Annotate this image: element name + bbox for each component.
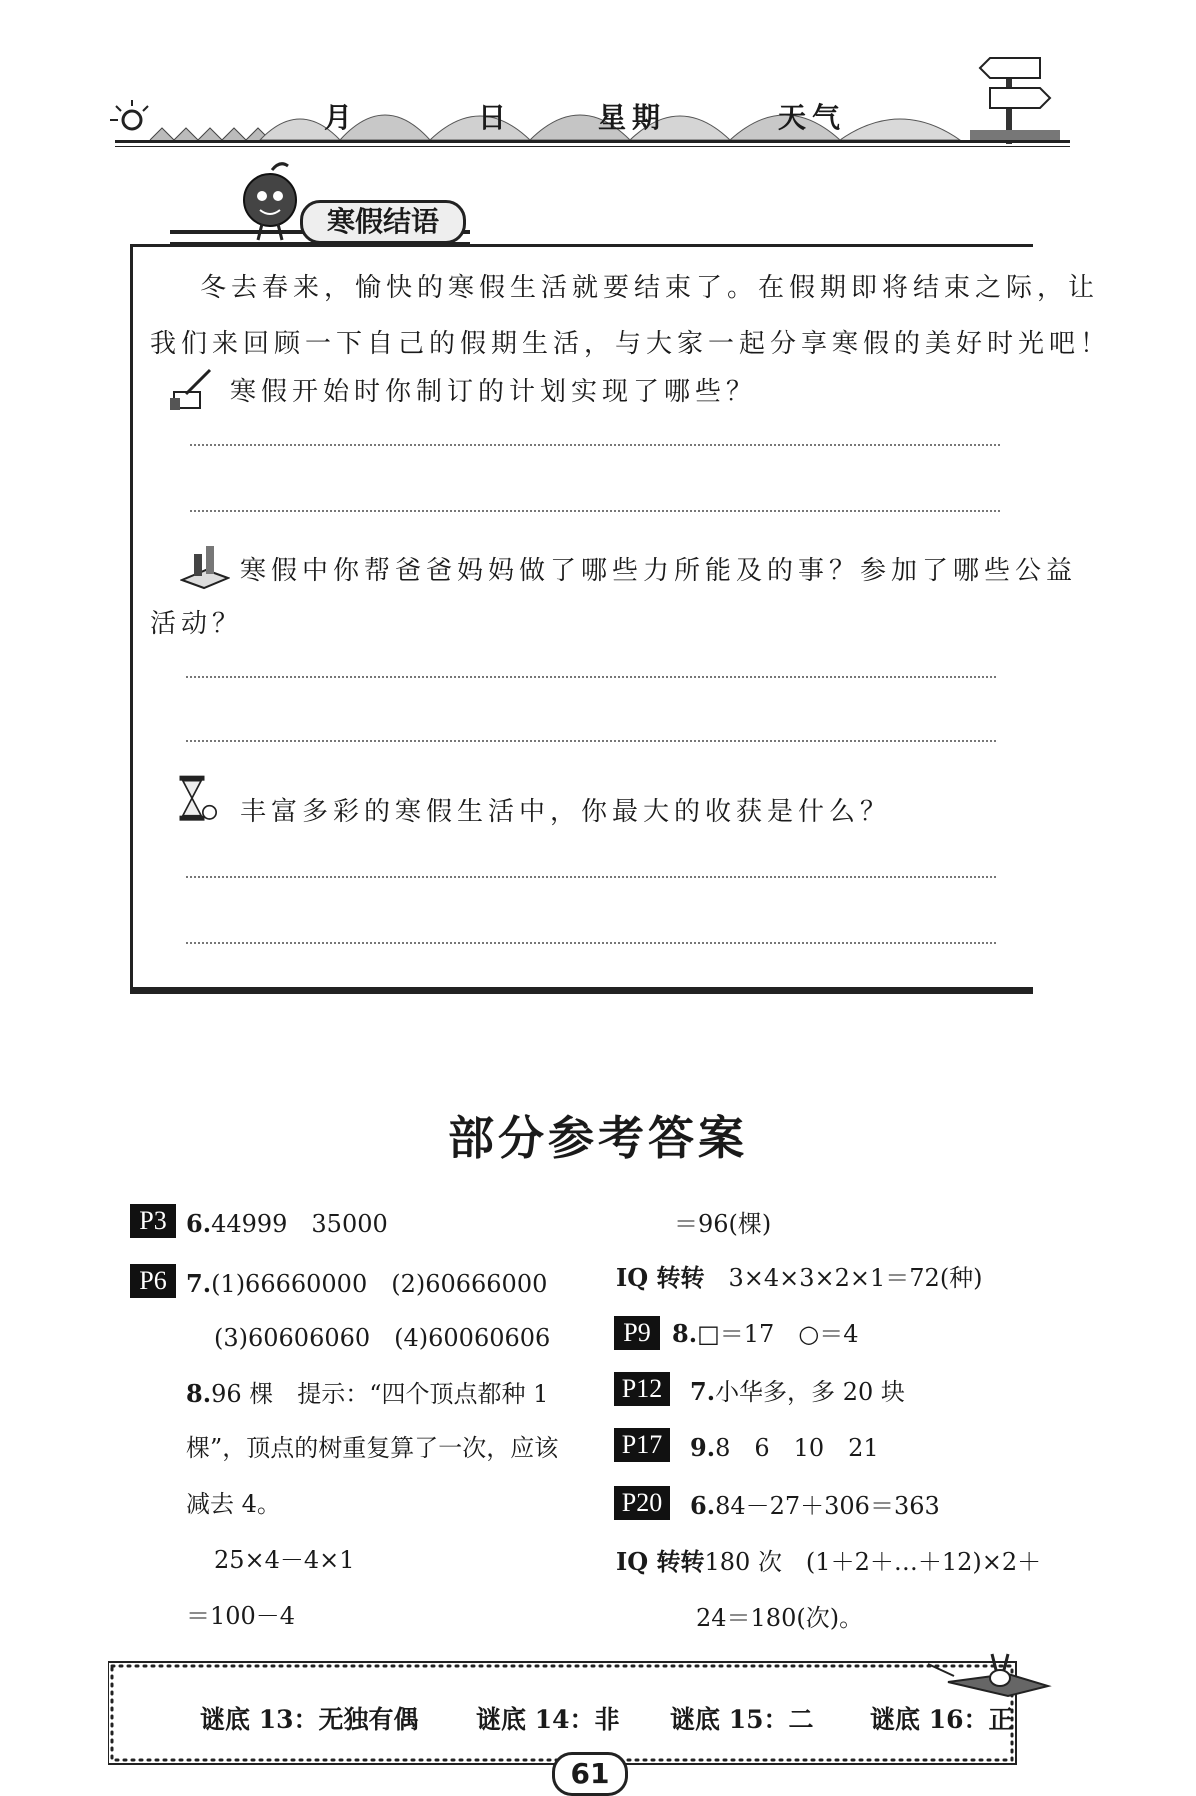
- answer-line: [190, 510, 1000, 512]
- answer-p6-line-2: (3)60606060 (4)60060606: [214, 1324, 551, 1352]
- answer-line: [186, 942, 996, 944]
- answer-line: [186, 676, 996, 678]
- answer-p17: 9.8 6 10 21: [690, 1433, 879, 1462]
- intro-line-1: 冬去春来，愉快的寒假生活就要结束了。在假期即将结束之际，让: [200, 273, 1100, 303]
- riddle-15: 谜底 15：二: [670, 1705, 814, 1734]
- riddle-13: 谜底 13：无独有偶: [200, 1705, 419, 1734]
- intro-line-2: 我们来回顾一下自己的假期生活，与大家一起分享寒假的美好时光吧！: [150, 329, 1112, 359]
- answer-p3: 6.44999 35000: [186, 1209, 388, 1238]
- rabbit-plane-icon: [928, 1654, 1048, 1696]
- answer-p6-line-1: 7.(1)66660000 (2)60666000: [186, 1269, 548, 1298]
- answer-iq-1: IQ 转转 3×4×3×2×1＝72(种): [616, 1263, 983, 1292]
- weather-label: 天气: [778, 101, 847, 134]
- page-number: 61: [552, 1752, 628, 1796]
- sun-icon: [110, 100, 148, 129]
- month-label: 月: [324, 101, 359, 134]
- question-1: 寒假开始时你制订的计划实现了哪些？: [230, 377, 758, 407]
- question-2-line-2: 活动？: [150, 609, 244, 639]
- weekday-label: 星期: [598, 101, 667, 134]
- hourglass-icon: [172, 774, 222, 824]
- header-decoration: [110, 40, 1080, 150]
- answer-line: [190, 444, 1000, 446]
- question-3: 丰富多彩的寒假生活中，你最大的收获是什么？: [240, 797, 892, 827]
- page-badge-p17: P17: [614, 1428, 670, 1462]
- answer-iq-2-line-1: IQ 转转180 次 (1＋2＋…＋12)×2＋: [616, 1547, 1042, 1576]
- answer-p12: 7.小华多，多 20 块: [690, 1377, 905, 1406]
- answer-line: [186, 740, 996, 742]
- question-2-line-1: 寒假中你帮爸爸妈妈做了哪些力所能及的事？参加了哪些公益: [240, 556, 1078, 586]
- answer-p6-item8-line-1: 8.96 棵 提示：“四个顶点都种 1: [186, 1379, 549, 1408]
- page-badge-p12: P12: [614, 1372, 670, 1406]
- answer-p6-item8-line-3: 减去 4。: [186, 1490, 281, 1518]
- header-rule: [115, 140, 1070, 143]
- answer-p6-item8-line-2: 棵”，顶点的树重复算了一次，应该: [186, 1434, 559, 1462]
- page-badge-p20: P20: [614, 1486, 670, 1520]
- page-badge-p3: P3: [130, 1204, 176, 1238]
- answer-p20: 6.84－27＋306＝363: [690, 1491, 940, 1520]
- answer-calc-1: 25×4－4×1: [214, 1546, 355, 1574]
- answer-line: [186, 876, 996, 878]
- section-title: 寒假结语: [300, 200, 466, 244]
- answer-calc-3: ＝96(棵): [674, 1210, 772, 1238]
- page-badge-p9: P9: [614, 1316, 660, 1350]
- riddle-16: 谜底 16：正: [870, 1705, 1014, 1734]
- ink-pen-icon: [168, 364, 218, 414]
- riddle-14: 谜底 14：非: [476, 1705, 620, 1734]
- day-label: 日: [478, 101, 513, 134]
- chart-blocks-icon: [180, 540, 230, 590]
- answers-title: 部分参考答案: [448, 1111, 748, 1165]
- header-rule-thin: [115, 146, 1070, 147]
- signpost-icon: [970, 58, 1060, 144]
- answer-calc-2: ＝100－4: [186, 1602, 296, 1630]
- answer-p9: 8.□＝17 ○＝4: [672, 1319, 859, 1348]
- page-badge-p6: P6: [130, 1264, 176, 1298]
- answer-iq-2-line-2: 24＝180(次)。: [696, 1604, 864, 1632]
